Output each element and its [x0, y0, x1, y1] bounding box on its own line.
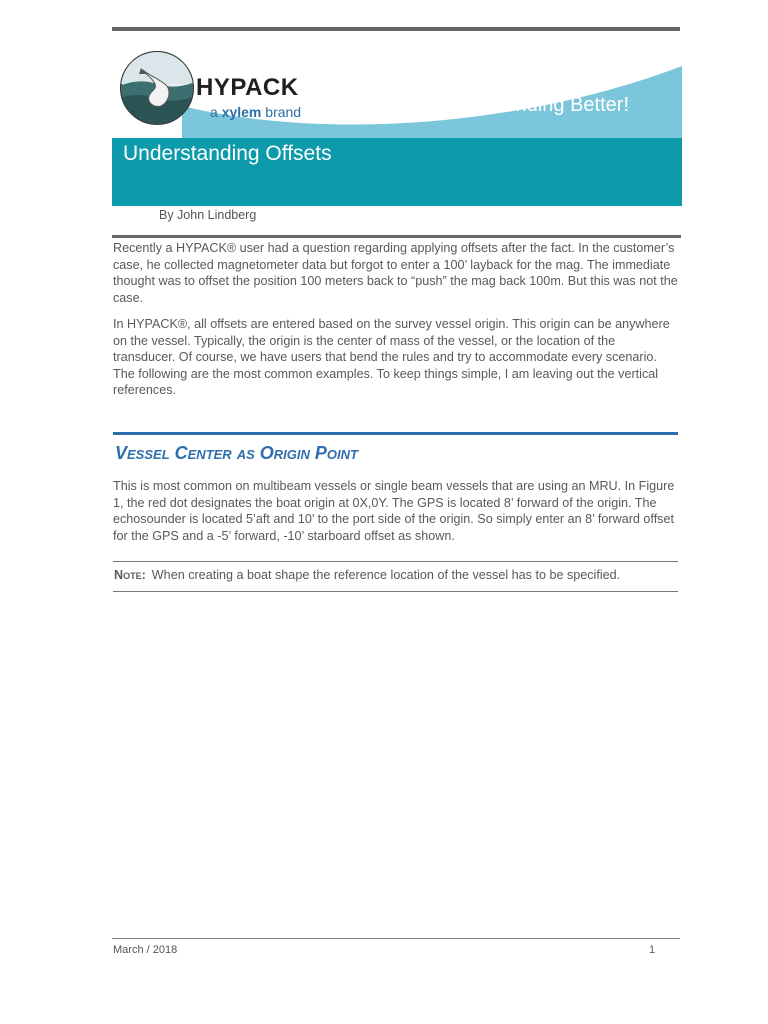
- brand-suffix: brand: [261, 104, 302, 120]
- hypack-logo-emblem: [119, 50, 195, 126]
- top-rule: [112, 27, 680, 31]
- note-bottom-rule: [113, 591, 678, 592]
- byline: By John Lindberg: [159, 208, 257, 222]
- document-title: Understanding Offsets: [123, 142, 332, 165]
- section-rule: [113, 432, 678, 435]
- note-label: Note:: [114, 568, 146, 582]
- note-text: When creating a boat shape the reference location of the vessel has to be specified.: [151, 568, 621, 582]
- logo-wordmark: HYPACK: [196, 74, 299, 101]
- section-heading: Vessel Center as Origin Point: [115, 443, 358, 463]
- intro-paragraph-2: In HYPACK®, all offsets are entered based on the survey vessel origin. This origin can be anywhere on the vessel. Typically, the origin is the center of mass of the vessel, or the location of the transducer. Of course, we have users that bend the rules and try to accommodate every scenario. The following are the most common examples. To keep things simple, I am leaving out the vertical references.: [113, 317, 670, 397]
- brand-line: [210, 104, 301, 120]
- footer-rule: [112, 938, 680, 939]
- tagline: Sounding Better!: [480, 94, 629, 116]
- footer-date: March / 2018: [113, 944, 178, 956]
- intro-paragraph-1: Recently a HYPACK® user had a question regarding applying offsets after the fact. In the customer’s case, he collected magnetometer data but forgot to enter a 100’ layback for the mag. The immediate thought was to offset the position 100 meters back to “push” the mag back 100m. But this was not the case.: [113, 241, 678, 305]
- header-divider: [112, 235, 681, 238]
- header-banner: [112, 44, 682, 206]
- brand-prefix: a: [210, 104, 222, 120]
- page-number: 1: [649, 944, 656, 956]
- note-top-rule: [113, 561, 678, 562]
- section-paragraph: This is most common on multibeam vessels or single beam vessels that are using an MRU. In Figure 1, the red dot designates the boat origin at 0X,0Y. The GPS is located 8’ forward of the origin. The echosounder is located 5’aft and 10’ to the port side of the origin. So simply enter an 8’ forward offset for the GPS and a -5’ forward, -10’ starboard offset as shown.: [113, 479, 675, 543]
- brand-name: xylem: [221, 104, 262, 120]
- note: [114, 568, 620, 582]
